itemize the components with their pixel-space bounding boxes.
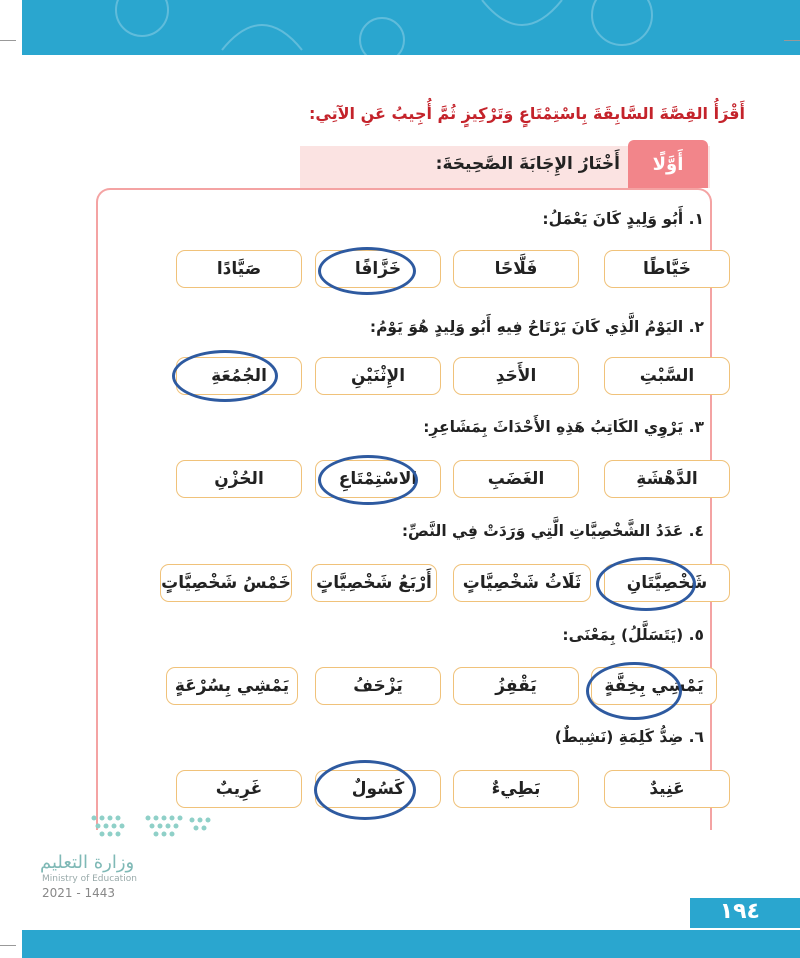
q4-option-4[interactable]: خَمْسُ شَخْصِيَّاتٍ xyxy=(160,564,292,602)
question-1: ١. أَبُو وَلِيدٍ كَانَ يَعْمَلُ: xyxy=(542,210,704,228)
q6-option-2[interactable]: بَطِيءٌ xyxy=(453,770,579,808)
page-number: ١٩٤ xyxy=(719,899,760,924)
q5-option-4[interactable]: يَمْشِي بِسُرْعَةٍ xyxy=(166,667,298,705)
q3-option-1[interactable]: الدَّهْشَةِ xyxy=(604,460,730,498)
q3-option-3[interactable]: الاسْتِمْتَاعِ xyxy=(315,460,441,498)
q6-option-1[interactable]: عَنِيدٌ xyxy=(604,770,730,808)
q2-option-2[interactable]: الأَحَدِ xyxy=(453,357,579,395)
question-2: ٢. اليَوْمُ الَّذِي كَانَ يَرْتَاحُ فِيهِ أَبُو وَلِيدٍ هُوَ يَوْمُ: xyxy=(369,318,704,336)
q1-option-4[interactable]: صَيَّادًا xyxy=(176,250,302,288)
q6-option-3[interactable]: كَسُولٌ xyxy=(315,770,441,808)
q1-option-1[interactable]: خَيَّاطًا xyxy=(604,250,730,288)
section-tab: أَوَّلًا xyxy=(628,140,708,188)
q1-option-3[interactable]: خَزَّافًا xyxy=(315,250,441,288)
ministry-name-arabic: وزارة التعليم xyxy=(40,852,135,873)
ministry-year: 2021 - 1443 xyxy=(42,886,116,900)
q3-option-2[interactable]: الغَضَبِ xyxy=(453,460,579,498)
question-4: ٤. عَدَدُ الشَّخْصِيَّاتِ الَّتِي وَرَدَتْ فِي النَّصِّ: xyxy=(401,522,704,540)
q3-option-4[interactable]: الحُزْنِ xyxy=(176,460,302,498)
instruction-text: أَقْرَأُ القِصَّةَ السَّابِقَةَ بِاسْتِمْتَاعٍ وَتَرْكِيزٍ ثُمَّ أُجِيبُ عَنِ الآتِي: xyxy=(309,104,745,123)
crop-mark xyxy=(0,40,16,41)
top-banner xyxy=(22,0,800,55)
question-5: ٥. (يَتَسَلَّلُ) بِمَعْنَى: xyxy=(562,626,704,644)
crop-mark xyxy=(784,40,800,41)
q5-option-1[interactable]: يَمْشِي بِخِفَّةٍ xyxy=(591,667,717,705)
q4-option-2[interactable]: ثَلَاثُ شَخْصِيَّاتٍ xyxy=(453,564,591,602)
q1-option-2[interactable]: فَلَّاحًا xyxy=(453,250,579,288)
q2-option-4[interactable]: الجُمُعَةِ xyxy=(176,357,302,395)
q5-option-2[interactable]: يَقْفِزُ xyxy=(453,667,579,705)
q5-option-3[interactable]: يَزْحَفُ xyxy=(315,667,441,705)
crop-mark xyxy=(0,945,16,946)
ministry-name-english: Ministry of Education xyxy=(42,874,137,884)
q4-option-3[interactable]: أَرْبَعُ شَخْصِيَّاتٍ xyxy=(311,564,437,602)
bottom-banner xyxy=(22,930,800,958)
section-title: أَخْتَارُ الإِجَابَةَ الصَّحِيحَةَ: xyxy=(435,154,620,174)
q2-option-3[interactable]: الإِثْنَيْنِ xyxy=(315,357,441,395)
question-3: ٣. يَرْوِي الكَاتِبُ هَذِهِ الأَحْدَاثَ بِمَشَاعِرِ: xyxy=(423,418,704,436)
banner-pattern xyxy=(22,0,800,55)
q6-option-4[interactable]: غَرِيبٌ xyxy=(176,770,302,808)
q2-option-1[interactable]: السَّبْتِ xyxy=(604,357,730,395)
logo-dots-icon xyxy=(88,810,218,850)
q4-option-1[interactable]: شَخْصِيَّتَانِ xyxy=(604,564,730,602)
question-6: ٦. ضِدُّ كَلِمَةِ (نَشِيطٌ) xyxy=(554,728,704,746)
